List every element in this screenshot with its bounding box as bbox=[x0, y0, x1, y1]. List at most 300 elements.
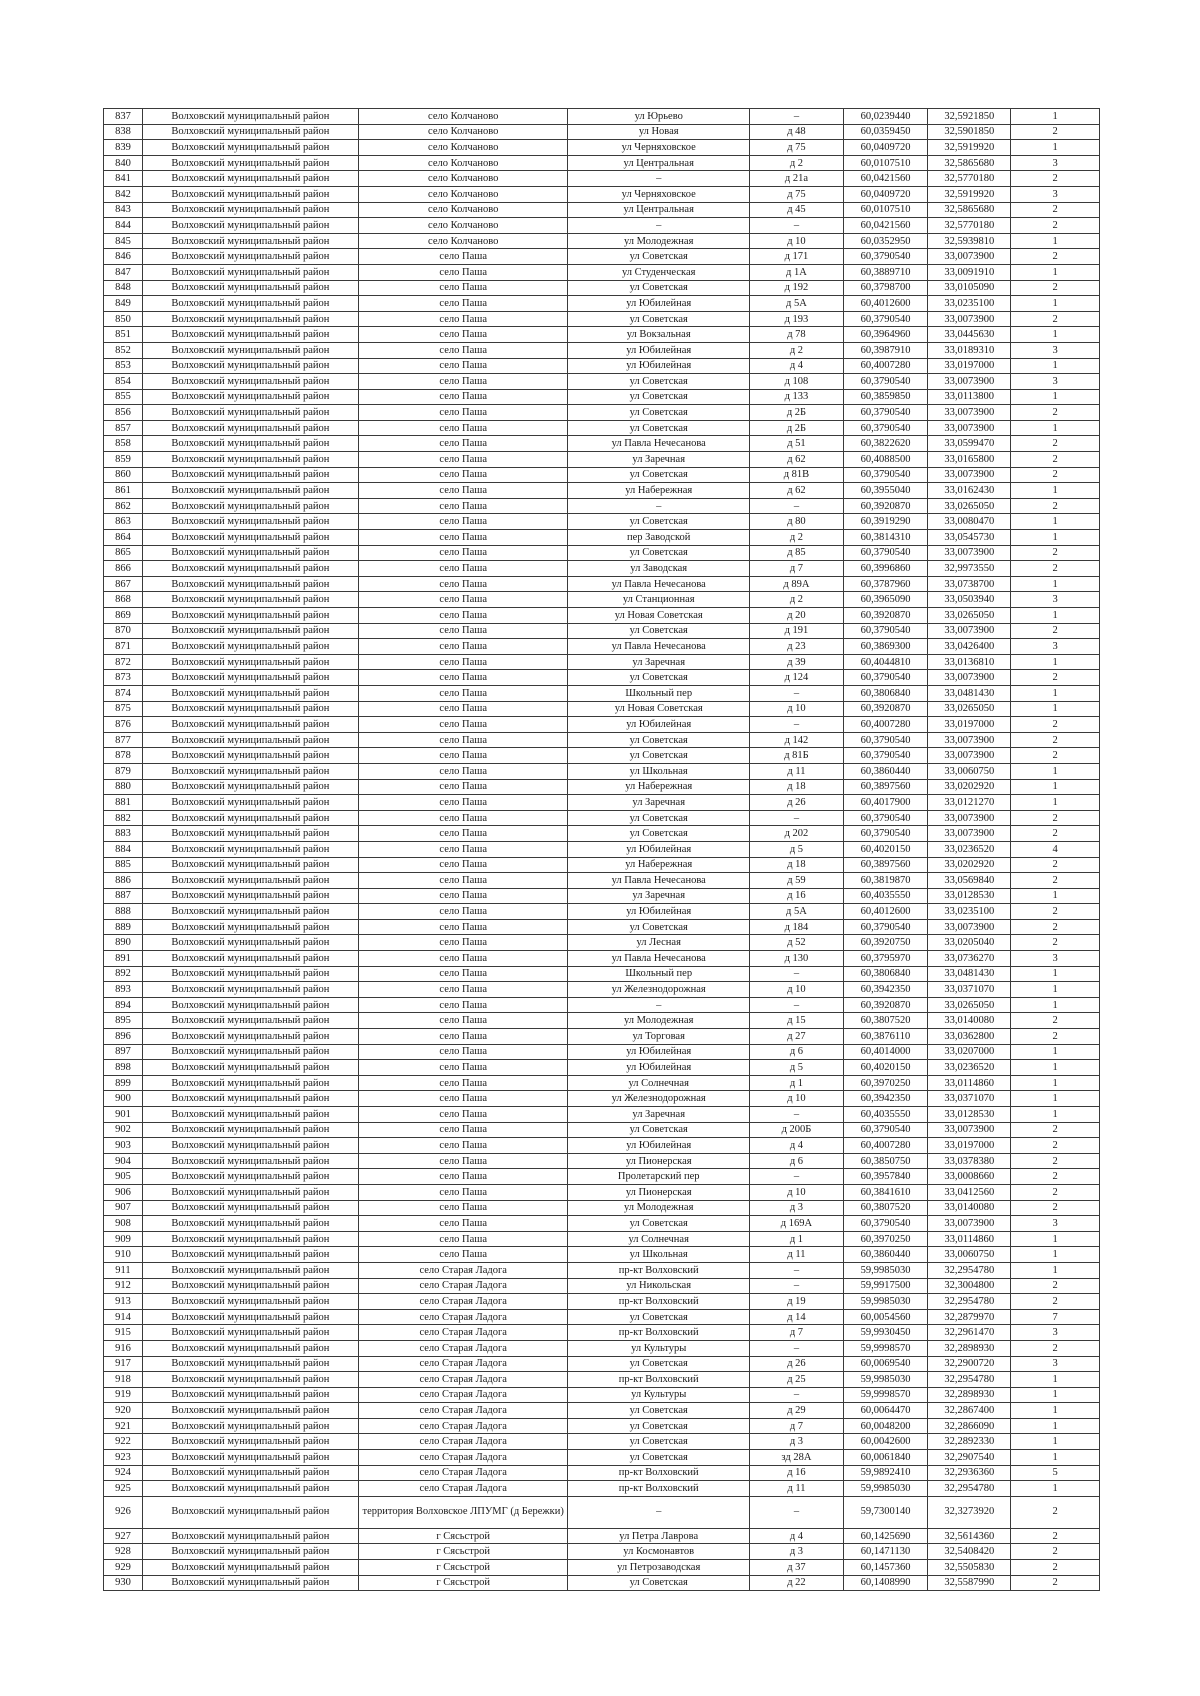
district-cell: Волховский муниципальный район bbox=[142, 717, 358, 733]
row-number: 915 bbox=[104, 1325, 143, 1341]
district-cell: Волховский муниципальный район bbox=[142, 1418, 358, 1434]
house-cell: – bbox=[749, 966, 843, 982]
count-cell: 2 bbox=[1011, 1278, 1100, 1294]
settlement-cell: село Паша bbox=[358, 951, 568, 967]
settlement-cell: село Паша bbox=[358, 1075, 568, 1091]
district-cell: Волховский муниципальный район bbox=[142, 1216, 358, 1232]
district-cell: Волховский муниципальный район bbox=[142, 342, 358, 358]
count-cell: 2 bbox=[1011, 405, 1100, 421]
count-cell: 1 bbox=[1011, 966, 1100, 982]
street-cell: ул Заречная bbox=[568, 888, 749, 904]
settlement-cell: село Паша bbox=[358, 514, 568, 530]
count-cell: 2 bbox=[1011, 1544, 1100, 1560]
street-cell: ул Заречная bbox=[568, 795, 749, 811]
latitude-cell: 60,3790540 bbox=[843, 826, 927, 842]
street-cell: ул Пионерская bbox=[568, 1184, 749, 1200]
latitude-cell: 60,1425690 bbox=[843, 1528, 927, 1544]
row-number: 877 bbox=[104, 732, 143, 748]
settlement-cell: село Колчаново bbox=[358, 171, 568, 187]
settlement-cell: г Сясьстрой bbox=[358, 1575, 568, 1591]
table-row bbox=[104, 233, 1100, 249]
row-number: 919 bbox=[104, 1387, 143, 1403]
district-cell: Волховский муниципальный район bbox=[142, 1294, 358, 1310]
count-cell: 2 bbox=[1011, 873, 1100, 889]
street-cell: ул Юбилейная bbox=[568, 1044, 749, 1060]
table-row bbox=[104, 389, 1100, 405]
table-row bbox=[104, 249, 1100, 265]
latitude-cell: 60,3798700 bbox=[843, 280, 927, 296]
house-cell: д 130 bbox=[749, 951, 843, 967]
latitude-cell: 60,3920870 bbox=[843, 498, 927, 514]
row-number: 857 bbox=[104, 420, 143, 436]
street-cell: ул Лесная bbox=[568, 935, 749, 951]
row-number: 914 bbox=[104, 1309, 143, 1325]
latitude-cell: 60,4012600 bbox=[843, 904, 927, 920]
table-row bbox=[104, 358, 1100, 374]
table-row bbox=[104, 795, 1100, 811]
row-number: 842 bbox=[104, 186, 143, 202]
street-cell: ул Юбилейная bbox=[568, 296, 749, 312]
row-number: 905 bbox=[104, 1169, 143, 1185]
row-number: 889 bbox=[104, 919, 143, 935]
count-cell: 2 bbox=[1011, 1169, 1100, 1185]
settlement-cell: село Паша bbox=[358, 779, 568, 795]
latitude-cell: 60,3790540 bbox=[843, 545, 927, 561]
table-row bbox=[104, 997, 1100, 1013]
latitude-cell: 60,3942350 bbox=[843, 1091, 927, 1107]
count-cell: 1 bbox=[1011, 1060, 1100, 1076]
longitude-cell: 32,5901850 bbox=[928, 124, 1011, 140]
district-cell: Волховский муниципальный район bbox=[142, 857, 358, 873]
longitude-cell: 33,0412560 bbox=[928, 1184, 1011, 1200]
longitude-cell: 32,2900720 bbox=[928, 1356, 1011, 1372]
house-cell: д 4 bbox=[749, 1528, 843, 1544]
street-cell: ул Павла Нечесанова bbox=[568, 436, 749, 452]
settlement-cell: село Паша bbox=[358, 530, 568, 546]
house-cell: зд 28А bbox=[749, 1450, 843, 1466]
row-number: 839 bbox=[104, 140, 143, 156]
row-number: 862 bbox=[104, 498, 143, 514]
table-row bbox=[104, 1231, 1100, 1247]
longitude-cell: 33,0445630 bbox=[928, 327, 1011, 343]
table-row bbox=[104, 763, 1100, 779]
street-cell: ул Юбилейная bbox=[568, 717, 749, 733]
table-row bbox=[104, 685, 1100, 701]
row-number: 907 bbox=[104, 1200, 143, 1216]
row-number: 865 bbox=[104, 545, 143, 561]
settlement-cell: село Паша bbox=[358, 623, 568, 639]
count-cell: 2 bbox=[1011, 311, 1100, 327]
street-cell: ул Петрозаводская bbox=[568, 1560, 749, 1576]
house-cell: д 2 bbox=[749, 342, 843, 358]
latitude-cell: 60,4007280 bbox=[843, 358, 927, 374]
latitude-cell: 59,9998570 bbox=[843, 1340, 927, 1356]
district-cell: Волховский муниципальный район bbox=[142, 1481, 358, 1497]
street-cell: ул Культуры bbox=[568, 1387, 749, 1403]
longitude-cell: 32,5939810 bbox=[928, 233, 1011, 249]
count-cell: 1 bbox=[1011, 763, 1100, 779]
row-number: 899 bbox=[104, 1075, 143, 1091]
house-cell: д 89А bbox=[749, 576, 843, 592]
count-cell: 1 bbox=[1011, 1231, 1100, 1247]
table-row bbox=[104, 779, 1100, 795]
settlement-cell: село Паша bbox=[358, 810, 568, 826]
street-cell: ул Юбилейная bbox=[568, 1060, 749, 1076]
count-cell: 1 bbox=[1011, 140, 1100, 156]
settlement-cell: село Колчаново bbox=[358, 202, 568, 218]
settlement-cell: село Паша bbox=[358, 841, 568, 857]
longitude-cell: 33,0073900 bbox=[928, 467, 1011, 483]
row-number: 871 bbox=[104, 639, 143, 655]
row-number: 880 bbox=[104, 779, 143, 795]
row-number: 849 bbox=[104, 296, 143, 312]
latitude-cell: 60,3970250 bbox=[843, 1075, 927, 1091]
district-cell: Волховский муниципальный район bbox=[142, 1184, 358, 1200]
row-number: 858 bbox=[104, 436, 143, 452]
latitude-cell: 60,1457360 bbox=[843, 1560, 927, 1576]
count-cell: 2 bbox=[1011, 717, 1100, 733]
longitude-cell: 32,2866090 bbox=[928, 1418, 1011, 1434]
settlement-cell: село Паша bbox=[358, 374, 568, 390]
table-row bbox=[104, 982, 1100, 998]
row-number: 916 bbox=[104, 1340, 143, 1356]
settlement-cell: село Паша bbox=[358, 1169, 568, 1185]
settlement-cell: село Паша bbox=[358, 763, 568, 779]
latitude-cell: 60,0042600 bbox=[843, 1434, 927, 1450]
latitude-cell: 60,4007280 bbox=[843, 1138, 927, 1154]
longitude-cell: 32,5919920 bbox=[928, 186, 1011, 202]
house-cell: – bbox=[749, 1107, 843, 1123]
table-row bbox=[104, 1418, 1100, 1434]
house-cell: д 124 bbox=[749, 670, 843, 686]
street-cell: ул Советская bbox=[568, 311, 749, 327]
house-cell: д 184 bbox=[749, 919, 843, 935]
street-cell: ул Советская bbox=[568, 389, 749, 405]
district-cell: Волховский муниципальный район bbox=[142, 1325, 358, 1341]
settlement-cell: село Паша bbox=[358, 358, 568, 374]
longitude-cell: 33,0105090 bbox=[928, 280, 1011, 296]
count-cell: 7 bbox=[1011, 1309, 1100, 1325]
settlement-cell: село Паша bbox=[358, 1044, 568, 1060]
latitude-cell: 60,3876110 bbox=[843, 1029, 927, 1045]
table-row bbox=[104, 1216, 1100, 1232]
street-cell: ул Юбилейная bbox=[568, 358, 749, 374]
table-row bbox=[104, 483, 1100, 499]
latitude-cell: 60,0359450 bbox=[843, 124, 927, 140]
count-cell: 2 bbox=[1011, 436, 1100, 452]
count-cell: 1 bbox=[1011, 514, 1100, 530]
settlement-cell: село Старая Ладога bbox=[358, 1325, 568, 1341]
count-cell: 3 bbox=[1011, 1216, 1100, 1232]
street-cell: ул Юбилейная bbox=[568, 342, 749, 358]
longitude-cell: 32,5770180 bbox=[928, 218, 1011, 234]
table-row bbox=[104, 1060, 1100, 1076]
district-cell: Волховский муниципальный район bbox=[142, 966, 358, 982]
house-cell: д 22 bbox=[749, 1575, 843, 1591]
latitude-cell: 60,3920870 bbox=[843, 701, 927, 717]
street-cell: пер Заводской bbox=[568, 530, 749, 546]
count-cell: 1 bbox=[1011, 389, 1100, 405]
district-cell: Волховский муниципальный район bbox=[142, 1247, 358, 1263]
latitude-cell: 60,4012600 bbox=[843, 296, 927, 312]
latitude-cell: 60,3942350 bbox=[843, 982, 927, 998]
longitude-cell: 33,0545730 bbox=[928, 530, 1011, 546]
settlement-cell: г Сясьстрой bbox=[358, 1528, 568, 1544]
row-number: 908 bbox=[104, 1216, 143, 1232]
table-row bbox=[104, 717, 1100, 733]
settlement-cell: село Паша bbox=[358, 732, 568, 748]
latitude-cell: 60,3965090 bbox=[843, 592, 927, 608]
table-row bbox=[104, 1044, 1100, 1060]
row-number: 925 bbox=[104, 1481, 143, 1497]
settlement-cell: село Паша bbox=[358, 826, 568, 842]
house-cell: д 6 bbox=[749, 1044, 843, 1060]
row-number: 888 bbox=[104, 904, 143, 920]
longitude-cell: 32,2898930 bbox=[928, 1340, 1011, 1356]
settlement-cell: территория Волховское ЛПУМГ (д Бережки) bbox=[358, 1496, 568, 1528]
latitude-cell: 60,4020150 bbox=[843, 841, 927, 857]
count-cell: 2 bbox=[1011, 124, 1100, 140]
district-cell: Волховский муниципальный район bbox=[142, 904, 358, 920]
count-cell: 3 bbox=[1011, 1325, 1100, 1341]
row-number: 852 bbox=[104, 342, 143, 358]
longitude-cell: 32,2954780 bbox=[928, 1481, 1011, 1497]
district-cell: Волховский муниципальный район bbox=[142, 1075, 358, 1091]
street-cell: ул Железнодорожная bbox=[568, 1091, 749, 1107]
house-cell: д 59 bbox=[749, 873, 843, 889]
count-cell: 2 bbox=[1011, 1153, 1100, 1169]
count-cell: 2 bbox=[1011, 1184, 1100, 1200]
district-cell: Волховский муниципальный район bbox=[142, 1528, 358, 1544]
house-cell: д 3 bbox=[749, 1544, 843, 1560]
latitude-cell: 60,0069540 bbox=[843, 1356, 927, 1372]
count-cell: 2 bbox=[1011, 467, 1100, 483]
district-cell: Волховский муниципальный район bbox=[142, 841, 358, 857]
street-cell: ул Молодежная bbox=[568, 1013, 749, 1029]
longitude-cell: 32,5919920 bbox=[928, 140, 1011, 156]
district-cell: Волховский муниципальный район bbox=[142, 1231, 358, 1247]
street-cell: ул Заречная bbox=[568, 1107, 749, 1123]
row-number: 854 bbox=[104, 374, 143, 390]
longitude-cell: 33,0378380 bbox=[928, 1153, 1011, 1169]
row-number: 843 bbox=[104, 202, 143, 218]
count-cell: 3 bbox=[1011, 1356, 1100, 1372]
street-cell: – bbox=[568, 218, 749, 234]
latitude-cell: 60,0107510 bbox=[843, 202, 927, 218]
table-row bbox=[104, 904, 1100, 920]
row-number: 906 bbox=[104, 1184, 143, 1200]
house-cell: д 193 bbox=[749, 311, 843, 327]
district-cell: Волховский муниципальный район bbox=[142, 249, 358, 265]
table-row bbox=[104, 951, 1100, 967]
settlement-cell: село Паша bbox=[358, 592, 568, 608]
district-cell: Волховский муниципальный район bbox=[142, 732, 358, 748]
longitude-cell: 33,0481430 bbox=[928, 685, 1011, 701]
longitude-cell: 33,0503940 bbox=[928, 592, 1011, 608]
count-cell: 1 bbox=[1011, 1107, 1100, 1123]
settlement-cell: село Паша bbox=[358, 280, 568, 296]
row-number: 904 bbox=[104, 1153, 143, 1169]
street-cell: пр-кт Волховский bbox=[568, 1294, 749, 1310]
longitude-cell: 33,0189310 bbox=[928, 342, 1011, 358]
table-row bbox=[104, 701, 1100, 717]
count-cell: 3 bbox=[1011, 592, 1100, 608]
street-cell: ул Заречная bbox=[568, 452, 749, 468]
district-cell: Волховский муниципальный район bbox=[142, 873, 358, 889]
district-cell: Волховский муниципальный район bbox=[142, 1278, 358, 1294]
street-cell: ул Павла Нечесанова bbox=[568, 639, 749, 655]
latitude-cell: 60,3790540 bbox=[843, 1216, 927, 1232]
house-cell: д 142 bbox=[749, 732, 843, 748]
latitude-cell: 60,4088500 bbox=[843, 452, 927, 468]
table-row bbox=[104, 1013, 1100, 1029]
house-cell: д 6 bbox=[749, 1153, 843, 1169]
table-row bbox=[104, 1247, 1100, 1263]
district-cell: Волховский муниципальный район bbox=[142, 545, 358, 561]
row-number: 913 bbox=[104, 1294, 143, 1310]
count-cell: 3 bbox=[1011, 951, 1100, 967]
longitude-cell: 33,0207000 bbox=[928, 1044, 1011, 1060]
settlement-cell: село Колчаново bbox=[358, 186, 568, 202]
longitude-cell: 33,0738700 bbox=[928, 576, 1011, 592]
longitude-cell: 32,2954780 bbox=[928, 1294, 1011, 1310]
district-cell: Волховский муниципальный район bbox=[142, 155, 358, 171]
district-cell: Волховский муниципальный район bbox=[142, 358, 358, 374]
district-cell: Волховский муниципальный район bbox=[142, 171, 358, 187]
longitude-cell: 33,0060750 bbox=[928, 763, 1011, 779]
table-row bbox=[104, 888, 1100, 904]
settlement-cell: село Паша bbox=[358, 483, 568, 499]
settlement-cell: село Старая Ладога bbox=[358, 1309, 568, 1325]
house-cell: д 192 bbox=[749, 280, 843, 296]
latitude-cell: 60,4007280 bbox=[843, 717, 927, 733]
count-cell: 2 bbox=[1011, 498, 1100, 514]
table-row bbox=[104, 530, 1100, 546]
table-row bbox=[104, 1122, 1100, 1138]
count-cell: 1 bbox=[1011, 997, 1100, 1013]
count-cell: 1 bbox=[1011, 1372, 1100, 1388]
row-number: 859 bbox=[104, 452, 143, 468]
street-cell: ул Юбилейная bbox=[568, 904, 749, 920]
table-row bbox=[104, 919, 1100, 935]
district-cell: Волховский муниципальный район bbox=[142, 592, 358, 608]
district-cell: Волховский муниципальный район bbox=[142, 779, 358, 795]
longitude-cell: 33,0162430 bbox=[928, 483, 1011, 499]
count-cell: 1 bbox=[1011, 1403, 1100, 1419]
house-cell: д 5А bbox=[749, 904, 843, 920]
settlement-cell: село Паша bbox=[358, 452, 568, 468]
row-number: 870 bbox=[104, 623, 143, 639]
count-cell: 1 bbox=[1011, 1387, 1100, 1403]
row-number: 902 bbox=[104, 1122, 143, 1138]
settlement-cell: село Паша bbox=[358, 1029, 568, 1045]
count-cell: 2 bbox=[1011, 1138, 1100, 1154]
house-cell: д 7 bbox=[749, 561, 843, 577]
table-row bbox=[104, 1169, 1100, 1185]
row-number: 909 bbox=[104, 1231, 143, 1247]
longitude-cell: 33,0073900 bbox=[928, 420, 1011, 436]
row-number: 875 bbox=[104, 701, 143, 717]
settlement-cell: село Паша bbox=[358, 436, 568, 452]
settlement-cell: село Паша bbox=[358, 654, 568, 670]
count-cell: 2 bbox=[1011, 810, 1100, 826]
longitude-cell: 32,5865680 bbox=[928, 155, 1011, 171]
table-row bbox=[104, 1029, 1100, 1045]
house-cell: д 29 bbox=[749, 1403, 843, 1419]
table-row bbox=[104, 405, 1100, 421]
count-cell: 2 bbox=[1011, 1528, 1100, 1544]
district-cell: Волховский муниципальный район bbox=[142, 1169, 358, 1185]
row-number: 853 bbox=[104, 358, 143, 374]
row-number: 879 bbox=[104, 763, 143, 779]
count-cell: 1 bbox=[1011, 1075, 1100, 1091]
latitude-cell: 60,0064470 bbox=[843, 1403, 927, 1419]
table-row bbox=[104, 841, 1100, 857]
latitude-cell: 60,3790540 bbox=[843, 311, 927, 327]
street-cell: ул Советская bbox=[568, 1403, 749, 1419]
latitude-cell: 60,3920750 bbox=[843, 935, 927, 951]
street-cell: пр-кт Волховский bbox=[568, 1481, 749, 1497]
district-cell: Волховский муниципальный район bbox=[142, 561, 358, 577]
house-cell: – bbox=[749, 109, 843, 125]
row-number: 897 bbox=[104, 1044, 143, 1060]
count-cell: 1 bbox=[1011, 109, 1100, 125]
table-row bbox=[104, 826, 1100, 842]
count-cell: 2 bbox=[1011, 732, 1100, 748]
row-number: 924 bbox=[104, 1465, 143, 1481]
latitude-cell: 60,3897560 bbox=[843, 857, 927, 873]
longitude-cell: 32,2907540 bbox=[928, 1450, 1011, 1466]
table-row bbox=[104, 342, 1100, 358]
latitude-cell: 60,3790540 bbox=[843, 623, 927, 639]
house-cell: д 11 bbox=[749, 1247, 843, 1263]
district-cell: Волховский муниципальный район bbox=[142, 1434, 358, 1450]
table-row bbox=[104, 311, 1100, 327]
latitude-cell: 60,3790540 bbox=[843, 249, 927, 265]
latitude-cell: 60,0352950 bbox=[843, 233, 927, 249]
table-row bbox=[104, 1309, 1100, 1325]
table-row bbox=[104, 498, 1100, 514]
row-number: 851 bbox=[104, 327, 143, 343]
table-row bbox=[104, 1403, 1100, 1419]
street-cell: ул Советская bbox=[568, 826, 749, 842]
row-number: 861 bbox=[104, 483, 143, 499]
street-cell: Школьный пер bbox=[568, 966, 749, 982]
district-cell: Волховский муниципальный район bbox=[142, 530, 358, 546]
row-number: 903 bbox=[104, 1138, 143, 1154]
district-cell: Волховский муниципальный район bbox=[142, 1262, 358, 1278]
settlement-cell: село Паша bbox=[358, 717, 568, 733]
latitude-cell: 60,3814310 bbox=[843, 530, 927, 546]
district-cell: Волховский муниципальный район bbox=[142, 608, 358, 624]
house-cell: д 7 bbox=[749, 1418, 843, 1434]
table-row bbox=[104, 202, 1100, 218]
house-cell: д 4 bbox=[749, 358, 843, 374]
house-cell: д 75 bbox=[749, 186, 843, 202]
settlement-cell: село Паша bbox=[358, 1013, 568, 1029]
settlement-cell: село Паша bbox=[358, 467, 568, 483]
row-number: 864 bbox=[104, 530, 143, 546]
street-cell: ул Солнечная bbox=[568, 1231, 749, 1247]
street-cell: ул Студенческая bbox=[568, 264, 749, 280]
row-number: 930 bbox=[104, 1575, 143, 1591]
district-cell: Волховский муниципальный район bbox=[142, 1560, 358, 1576]
street-cell: ул Набережная bbox=[568, 483, 749, 499]
longitude-cell: 33,0128530 bbox=[928, 1107, 1011, 1123]
house-cell: д 80 bbox=[749, 514, 843, 530]
longitude-cell: 33,0736270 bbox=[928, 951, 1011, 967]
row-number: 881 bbox=[104, 795, 143, 811]
